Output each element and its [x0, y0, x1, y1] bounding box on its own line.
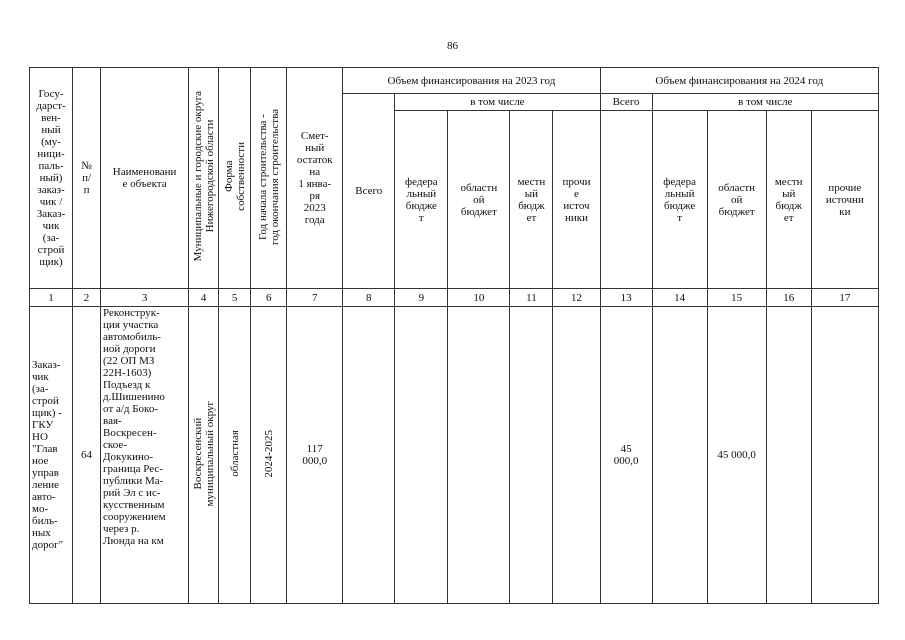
row-years: 2024-2025 — [251, 307, 287, 604]
column-number: 5 — [219, 289, 251, 307]
header-object-name: Наименовани е объекта — [101, 68, 189, 289]
header-number: № п/ п — [73, 68, 101, 289]
header-total-2024-blank — [600, 111, 652, 289]
row-total-2024: 45 000,0 — [600, 307, 652, 604]
page-number: 86 — [447, 40, 458, 52]
column-number: 17 — [811, 289, 878, 307]
header-other-2024: прочие источни ки — [811, 111, 878, 289]
header-other-2023: прочи е источ ники — [553, 111, 600, 289]
row-other-2023 — [553, 307, 600, 604]
header-local-2023: местн ый бюдж ет — [510, 111, 553, 289]
header-years: Год начала строительства - год окончания строительства — [251, 68, 287, 289]
column-number: 10 — [448, 289, 510, 307]
row-federal-2023 — [395, 307, 448, 604]
row-customer: Заказ- чик (за- строй щик) - ГКУ НО "Глав ное управ ление авто- мо- биль- ных дорог" — [30, 307, 73, 604]
row-object-name: Реконструк- ция участка автомобиль- ной дороги (22 ОП МЗ 22Н-1603) Подъезд к д.Шишенино от а/д Боко- вая- Воскресен- ское- Докукино- граница Рес- публики Ма- рий Эл с ис- кусственным сооружением через р. Люнда на км — [101, 307, 189, 604]
header-regional-2024: областн ой бюджет — [707, 111, 766, 289]
column-number: 11 — [510, 289, 553, 307]
header-total-2023: Всего — [343, 94, 395, 289]
row-estimated-balance: 117 000,0 — [287, 307, 343, 604]
header-federal-2024: федера льный бюдже т — [652, 111, 707, 289]
financing-table — [29, 67, 879, 604]
header-regional-2023: областн ой бюджет — [448, 111, 510, 289]
row-local-2024 — [766, 307, 811, 604]
row-number: 64 — [73, 307, 101, 604]
column-number: 12 — [553, 289, 600, 307]
row-municipality: Воскресенский муниципальный округ — [189, 307, 219, 604]
column-number: 8 — [343, 289, 395, 307]
row-ownership: областная — [219, 307, 251, 604]
header-financing-2024: Объем финансирования на 2024 год — [600, 68, 878, 94]
column-number: 13 — [600, 289, 652, 307]
column-number: 3 — [101, 289, 189, 307]
column-number: 9 — [395, 289, 448, 307]
column-number: 2 — [73, 289, 101, 307]
row-other-2024 — [811, 307, 878, 604]
row-regional-2023 — [448, 307, 510, 604]
column-number-row — [30, 289, 879, 307]
column-number: 16 — [766, 289, 811, 307]
column-number: 1 — [30, 289, 73, 307]
column-number: 15 — [707, 289, 766, 307]
column-number: 4 — [189, 289, 219, 307]
row-total-2023 — [343, 307, 395, 604]
column-number: 7 — [287, 289, 343, 307]
header-customer: Госу- дарст- вен- ный (му- ници- паль- ный) заказ- чик / Заказ- чик (за- строй щик) — [30, 68, 73, 289]
header-federal-2023: федера льный бюдже т — [395, 111, 448, 289]
header-including-2023: в том числе — [395, 94, 600, 111]
row-federal-2024 — [652, 307, 707, 604]
header-municipality: Муниципальные и городские округа Нижегородской области — [189, 68, 219, 289]
column-number: 6 — [251, 289, 287, 307]
header-total-2024: Всего — [600, 94, 652, 111]
header-local-2024: местн ый бюдж ет — [766, 111, 811, 289]
column-number: 14 — [652, 289, 707, 307]
header-ownership: Форма собственности — [219, 68, 251, 289]
header-financing-2023: Объем финансирования на 2023 год — [343, 68, 600, 94]
table-row — [30, 307, 879, 604]
header-including-2024: в том числе — [652, 94, 878, 111]
header-estimated-balance: Смет- ный остаток на 1 янва- ря 2023 года — [287, 68, 343, 289]
row-regional-2024: 45 000,0 — [707, 307, 766, 604]
row-local-2023 — [510, 307, 553, 604]
